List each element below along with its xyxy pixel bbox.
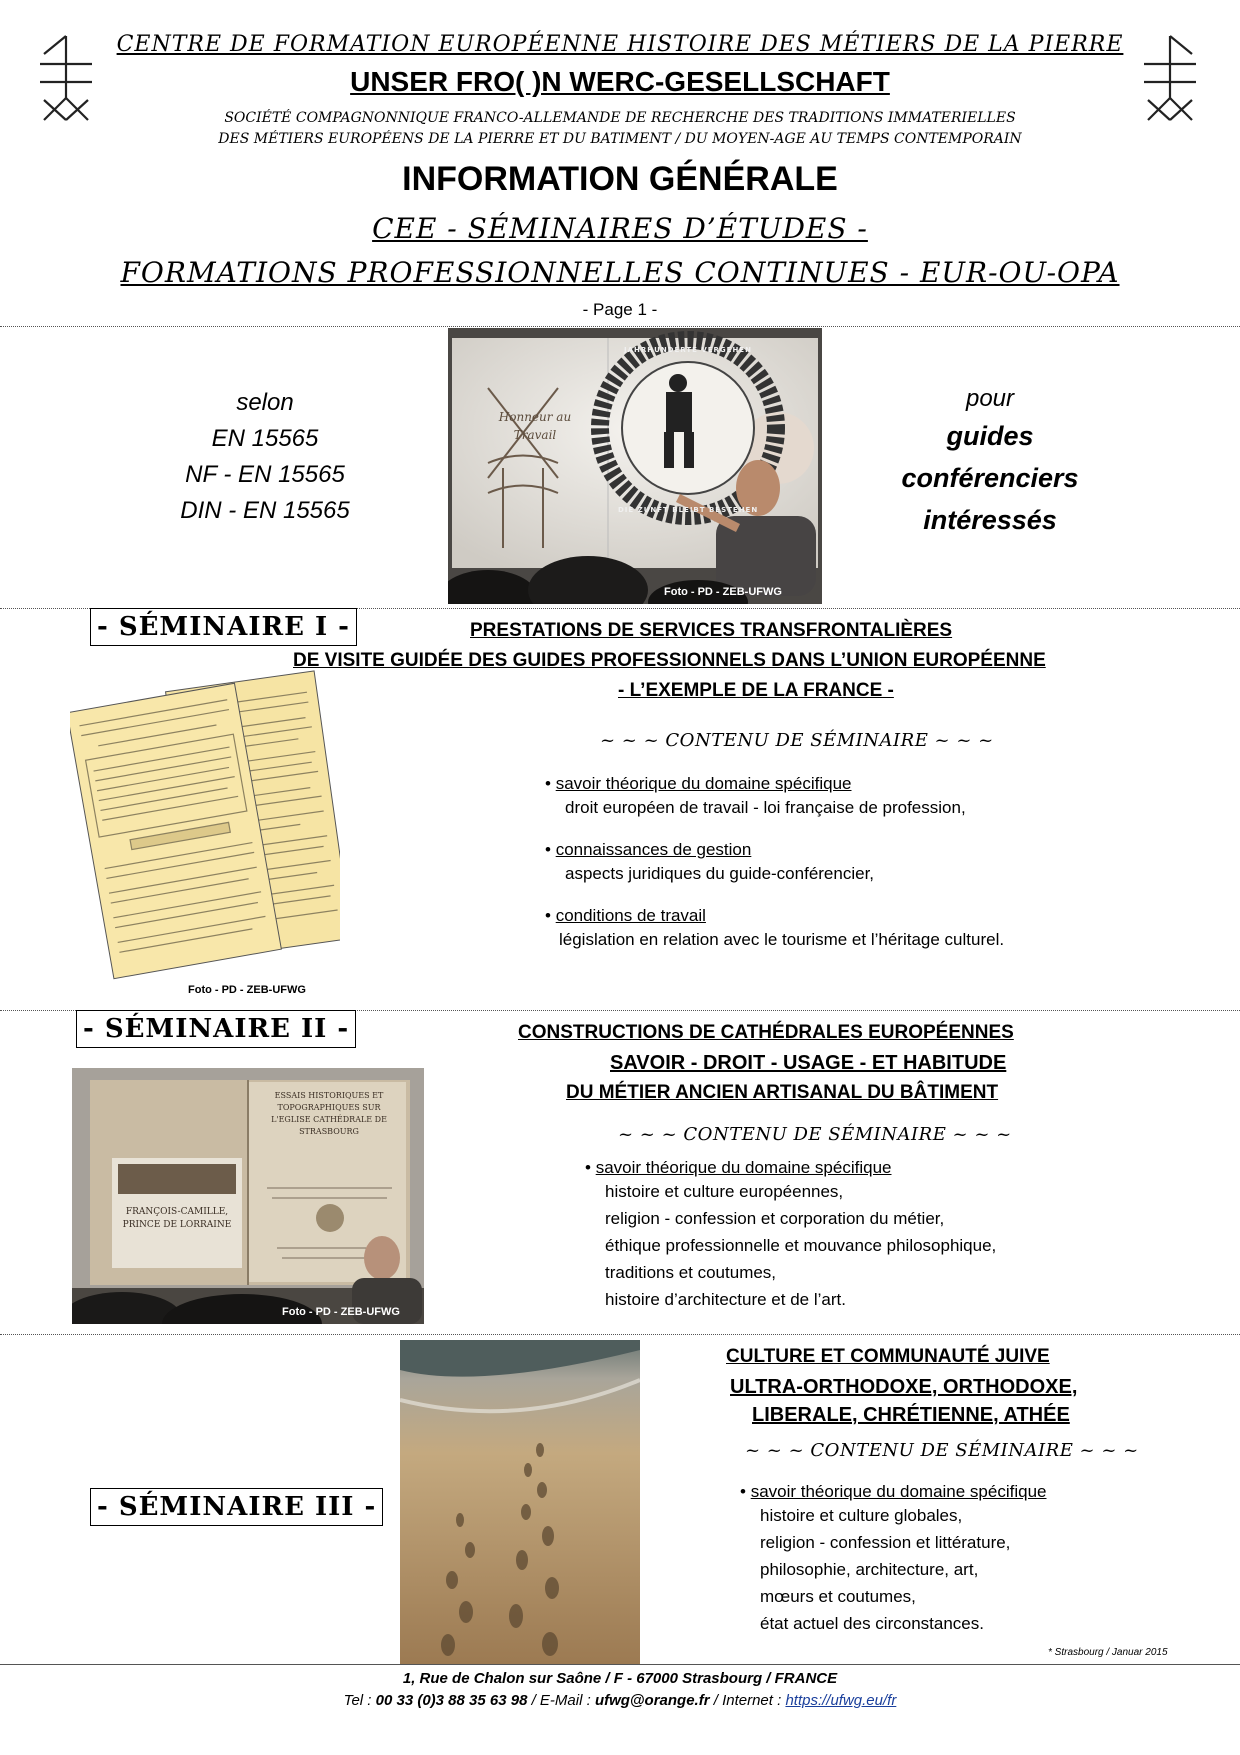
book-left-text: FRANÇOIS-CAMILLE, PRINCE DE LORRAINE [122,1207,232,1230]
seminar-1-label: - SÉMINAIRE I - [90,608,357,646]
seminar-2-title-2: SAVOIR - DROIT - USAGE - ET HABITUDE [610,1052,1007,1074]
seminar-1-item-2-text: aspects juridiques du guide-conférencier, [565,864,875,883]
footer-address: 1, Rue de Chalon sur Saône / F - 67000 Strasbourg / FRANCE [402,1670,838,1687]
seminar-1-item-2-head: connaissances de gestion [555,840,752,859]
book-right-text: ESSAIS HISTORIQUES ET TOPOGRAPHIQUES SUR L'EGLISE CATHÉDRALE DE STRASBOURG [271,1091,387,1136]
seminar-3-line-4: mœurs et coutumes, [760,1587,916,1606]
cee-heading: CEE - SÉMINAIRES D’ÉTUDES - [372,212,868,245]
footer-web-link[interactable]: https://ufwg.eu/fr [785,1692,897,1709]
seminar-2-line-1: histoire et culture européennes, [605,1182,844,1201]
audience-guides: guides [946,421,1034,451]
footer-mail-label: / E-Mail : [527,1692,595,1709]
footer-mail-link[interactable]: ufwg@orange.fr [594,1692,710,1709]
seminar-3-line-5: état actuel des circonstances. [760,1614,984,1633]
seminar-1-item-1: • savoir théorique du domaine spécifique droit européen de travail - loi française de profession, [545,774,966,817]
seminar-3-item: • savoir théorique du domaine spécifique histoire et culture globales, religion - confession et littérature, philosophie, architecture, art, mœurs et coutumes, état actuel des circonstances. [740,1482,1047,1637]
document-date: * Strasbourg / Januar 2015 [1048,1647,1168,1658]
seminar-2-line-2: religion - confession et corporation du métier, [605,1209,945,1228]
formations-heading: FORMATIONS PROFESSIONNELLES CONTINUES - EUR-OU-OPA [120,256,1120,289]
seminar-3-title-1: CULTURE ET COMMUNAUTÉ JUIVE [726,1346,1050,1367]
seminar-1-title-3: - L’EXEMPLE DE LA FRANCE - [618,680,894,701]
seminar-1-title-2: DE VISITE GUIDÉE DES GUIDES PROFESSIONNELS DANS L’UNION EUROPÉENNE [293,650,1046,671]
seminar-2-line-4: traditions et coutumes, [605,1263,777,1282]
header-line1: CENTRE DE FORMATION EUROPÉENNE HISTOIRE DES MÉTIERS DE LA PIERRE [116,32,1124,57]
seminar-3-line-2: religion - confession et littérature, [760,1533,1011,1552]
footer-rule [0,1664,1240,1665]
header-title: UNSER FRO( )N WERC-GESELLSCHAFT [350,66,890,97]
audience-block [880,383,1100,541]
poster-ring-bottom-text: DIE ZUNFT BLEIBT BESTEHEN [618,506,759,514]
seminar-2-title-3: DU MÉTIER ANCIEN ARTISANAL DU BÂTIMENT [566,1082,999,1103]
audience-pour: pour [965,385,1015,412]
seminar-3-item-head: savoir théorique du domaine spécifique [750,1482,1047,1501]
footer-tel: 00 33 (0)3 88 35 63 98 [375,1692,528,1709]
stone-mark-left-icon [36,34,96,126]
poster-ring-top-text: JAHRHUNDERTE VERGEHEN [624,346,752,354]
seminar-2-line-5: histoire d’architecture et de l’art. [605,1290,846,1309]
audience-interesses: intéressés [923,505,1057,535]
standard-en: EN 15565 [211,425,319,452]
standards-block [150,385,380,529]
seminar-3-line-3: philosophie, architecture, art, [760,1560,979,1579]
seminar-3-title-3: LIBERALE, CHRÉTIENNE, ATHÉE [752,1404,1070,1426]
seminar-1-item-3-head: conditions de travail [555,906,706,925]
footer-web-label: / Internet : [709,1692,786,1709]
seminar-3-footprints-photo [400,1340,640,1664]
seminar-3-title-2: ULTRA-ORTHODOXE, ORTHODOXE, [730,1376,1078,1398]
seminar-2-item: • savoir théorique du domaine spécifique histoire et culture européennes, religion - confession et corporation du métier, éthique professionnelle et mouvance philosophique, traditions et coutumes, histoire d’architecture et de l’art. [585,1158,996,1313]
standard-din: DIN - EN 15565 [180,497,350,524]
seminar-2-photo-credit: Foto - PD - ZEB-UFWG [282,1306,400,1318]
seminar-1-item-1-text: droit européen de travail - loi française de profession, [565,798,966,817]
seminar-3-label: - SÉMINAIRE III - [90,1488,383,1526]
info-heading: INFORMATION GÉNÉRALE [402,160,838,198]
seminar-2-item-head: savoir théorique du domaine spécifique [595,1158,892,1177]
footer-contact [150,1692,1090,1709]
seminar-2-label: - SÉMINAIRE II - [76,1010,356,1048]
seminar-1-item-2: • connaissances de gestion aspects juridiques du guide-conférencier, [545,840,875,883]
presentation-photo [448,328,822,604]
stone-mark-right-icon [1140,34,1200,126]
seminar-1-documents-image [70,665,340,995]
photo-credit: Foto - PD - ZEB-UFWG [664,586,782,598]
header-sub1: SOCIÉTÉ COMPAGNONNIQUE FRANCO-ALLEMANDE DE RECHERCHE DES TRADITIONS IMMATERIELLES [224,110,1016,126]
seminar-1-photo-credit: Foto - PD - ZEB-UFWG [188,984,306,996]
seminar-3-contenu: ~ ~ ~ CONTENU DE SÉMINAIRE ~ ~ ~ [745,1440,1139,1461]
standards-selon: selon [236,389,294,416]
standard-nf: NF - EN 15565 [185,461,345,488]
audience-conferenciers: conférenciers [901,463,1079,493]
seminar-1-title-1: PRESTATIONS DE SERVICES TRANSFRONTALIÈRES [470,620,953,641]
seminar-2-contenu: ~ ~ ~ CONTENU DE SÉMINAIRE ~ ~ ~ [618,1124,1012,1145]
seminar-1-item-3-text: législation en relation avec le tourisme et l’héritage culturel. [559,930,1005,949]
divider [0,1334,1240,1335]
seminar-2-photo [72,1068,424,1324]
footer-tel-label: Tel : [343,1692,376,1709]
page-number: - Page 1 - [582,300,658,319]
seminar-3-line-1: histoire et culture globales, [760,1506,963,1525]
seminar-1-item-1-head: savoir théorique du domaine spécifique [555,774,852,793]
divider [0,326,1240,327]
header-sub2: DES MÉTIERS EUROPÉENS DE LA PIERRE ET DU BATIMENT / DU MOYEN-AGE AU TEMPS CONTEMPORAIN [218,131,1022,147]
seminar-2-title-1: CONSTRUCTIONS DE CATHÉDRALES EUROPÉENNES [518,1022,1014,1043]
poster-left-text: Honneur au Travail [498,410,572,442]
seminar-1-contenu: ~ ~ ~ CONTENU DE SÉMINAIRE ~ ~ ~ [600,730,994,751]
seminar-2-line-3: éthique professionnelle et mouvance philosophique, [605,1236,997,1255]
seminar-1-item-3: • conditions de travail législation en relation avec le tourisme et l’héritage culturel. [545,906,1005,949]
